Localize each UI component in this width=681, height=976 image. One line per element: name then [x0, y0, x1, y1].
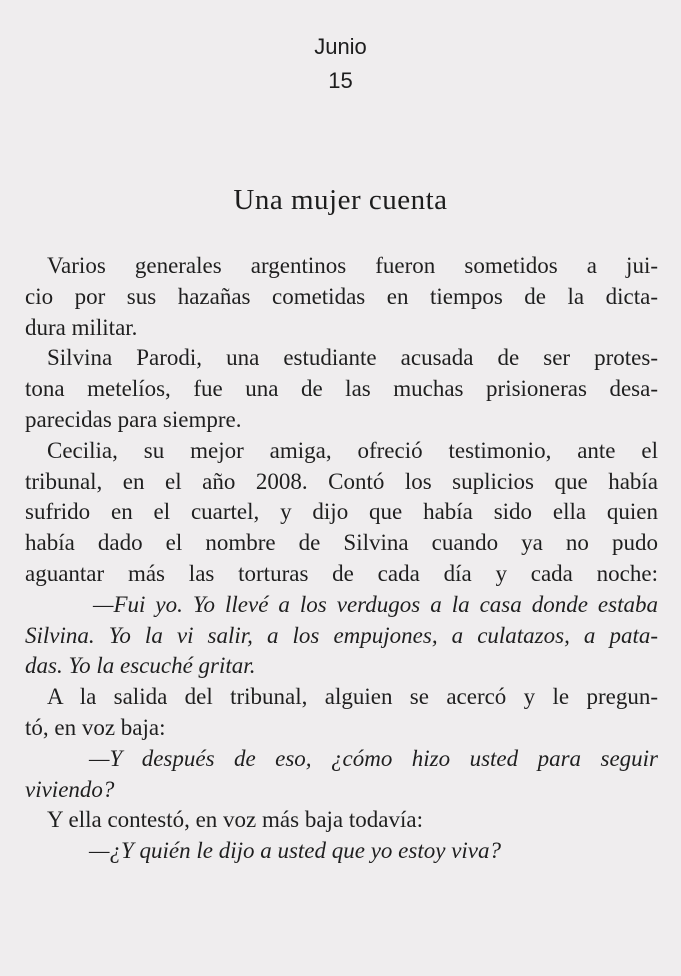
text-line: A la salida del tribunal, alguien se acercó y le pregun- [47, 684, 658, 710]
text-line: parecidas para siempre. [25, 406, 242, 432]
quote-line: —Fui yo. Yo llevé a los verdugos a la casa donde estaba [93, 591, 658, 617]
text-line: dura militar. [25, 314, 138, 340]
text-line: tona metelíos, fue una de las muchas prisioneras desa- [25, 376, 658, 402]
quote-line: —Y después de eso, ¿cómo hizo usted para seguir [89, 745, 658, 771]
text-line: Y ella contestó, en voz más baja todavía: [47, 807, 423, 833]
quote-line: —¿Y quién le dijo a usted que yo estoy viva? [89, 838, 502, 864]
text-line: había dado el nombre de Silvina cuando ya no pudo [25, 530, 658, 556]
text-line: Varios generales argentinos fueron sometidos a jui- [47, 253, 658, 278]
text-line: tribunal, en el año 2008. Contó los suplicios que había [25, 468, 658, 494]
text-line: Cecilia, su mejor amiga, ofreció testimonio, ante el [47, 437, 658, 463]
quote-line: viviendo? [25, 776, 115, 802]
text-line: aguantar más las torturas de cada día y cada noche: [25, 560, 658, 586]
date-month: Junio [314, 34, 367, 59]
quote-line: das. Yo la escuché gritar. [25, 653, 256, 679]
text-line: Silvina Parodi, una estudiante acusada de ser protes- [47, 345, 658, 371]
text-line: cio por sus hazañas cometidas en tiempos de la dicta- [25, 283, 658, 309]
text-line: tó, en voz baja: [25, 714, 166, 740]
page-title: Una mujer cuenta [233, 184, 448, 216]
quote-line: Silvina. Yo la vi salir, a los empujones, a culatazos, a pata- [25, 622, 658, 648]
story-body [25, 251, 658, 867]
text-line: sufrido en el cuartel, y dijo que había sido ella quien [25, 499, 658, 525]
date-day: 15 [328, 68, 353, 93]
